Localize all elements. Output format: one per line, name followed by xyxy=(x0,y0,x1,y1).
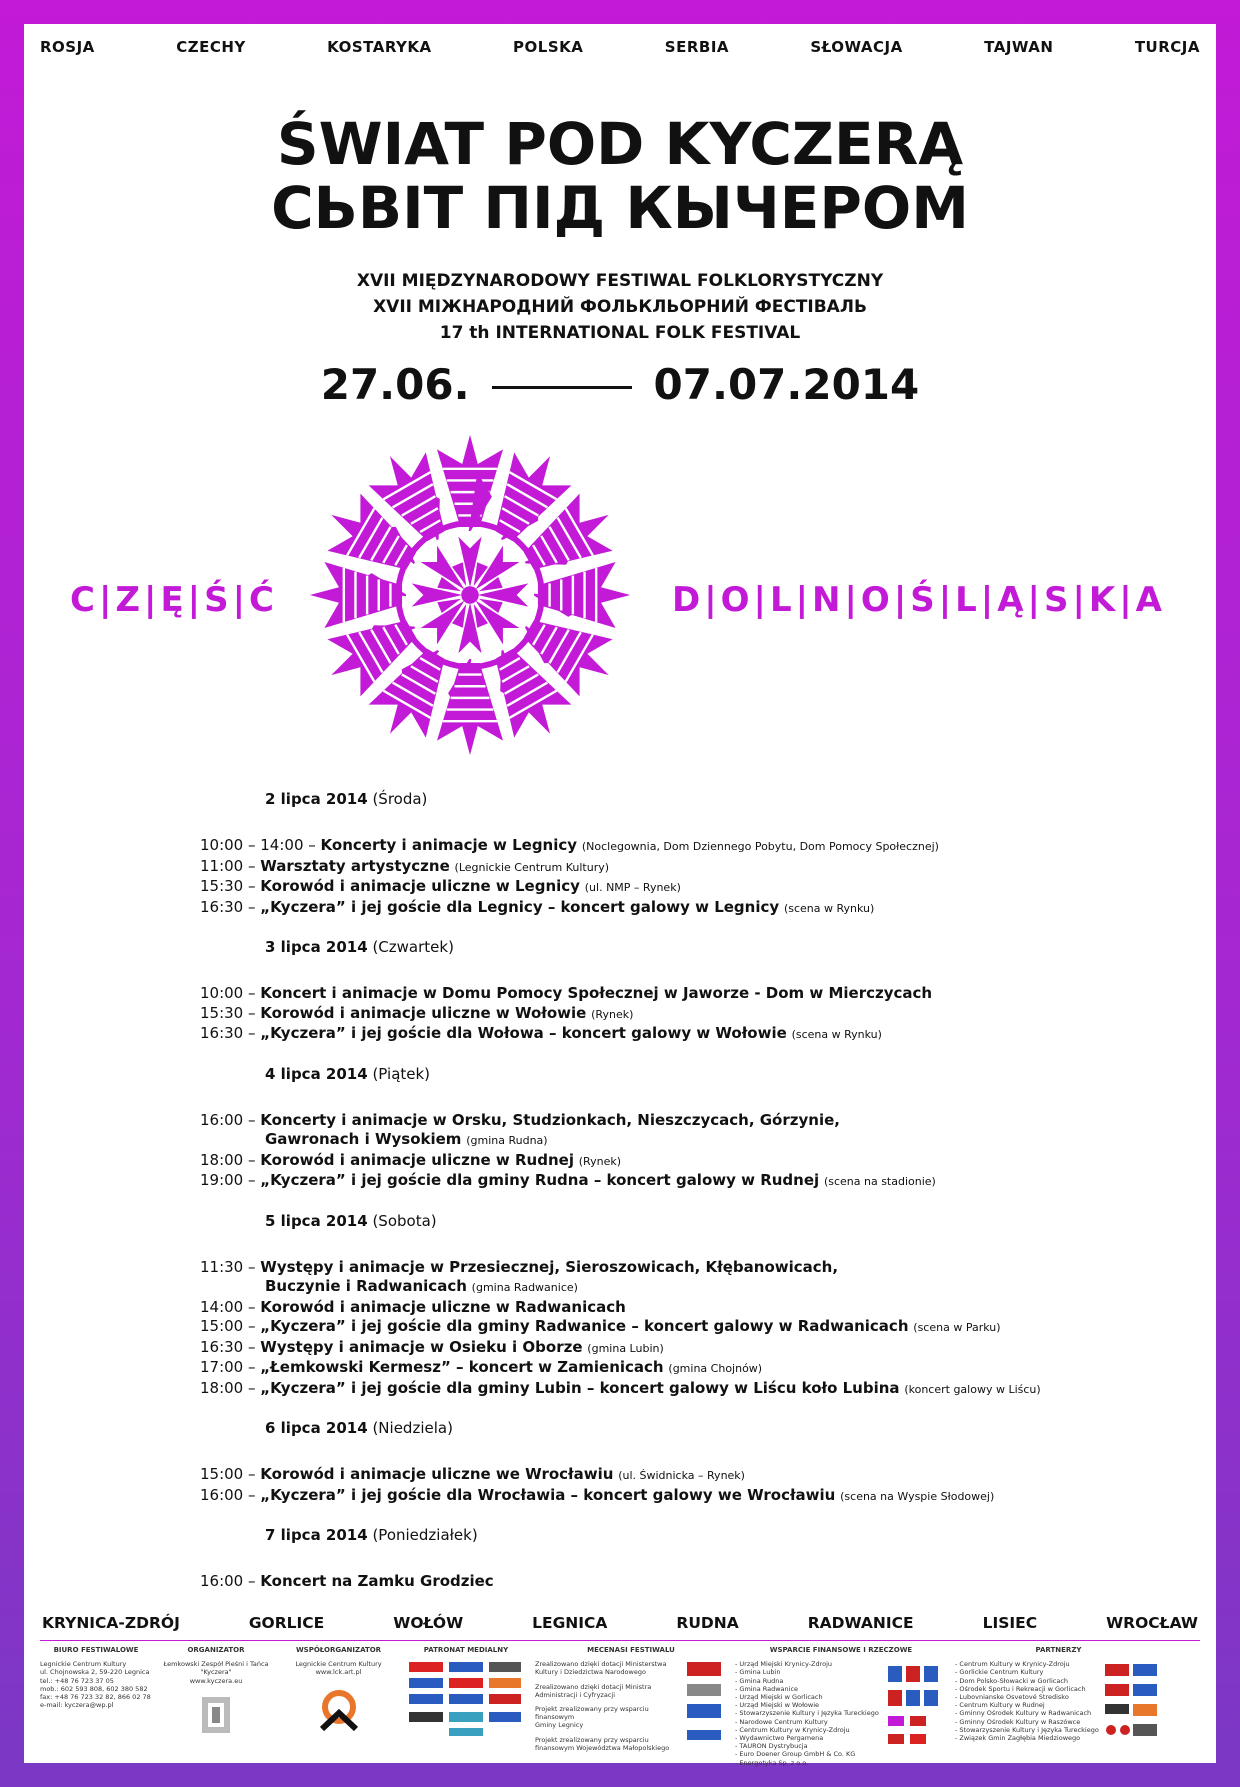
footer-line: - Stowarzyszenie Kultury i Języka Tureckiego xyxy=(735,1709,879,1718)
event-note: (ul. NMP – Rynek) xyxy=(584,881,681,894)
country: SERBIA xyxy=(664,38,730,56)
day-weekday: (Poniedziałek) xyxy=(372,1526,478,1544)
event-note: (Rynek) xyxy=(578,1154,621,1168)
event-title: Występy i animacje w Przesiecznej, Sieroszowicach, Kłębanowicach, xyxy=(260,1257,839,1276)
day-gap xyxy=(200,1399,1200,1419)
day-date: 4 lipca 2014 xyxy=(265,1064,368,1083)
day-weekday: (Środa) xyxy=(372,790,428,808)
footer-line: - Urząd Miejski w Wołowie xyxy=(735,1701,820,1710)
day-heading xyxy=(265,1212,1200,1258)
footer-line: - Energetyka Sp. z o.o. xyxy=(735,1758,809,1767)
date-dash xyxy=(492,386,632,389)
sponsor-logos-icon xyxy=(683,1660,727,1750)
day-date: 3 lipca 2014 xyxy=(265,938,368,956)
day-weekday: (Czwartek) xyxy=(372,938,454,956)
footer-line: Zrealizowano dzięki dotacji Ministra xyxy=(535,1682,652,1691)
footer-wspolorganizator xyxy=(276,1646,401,1756)
event-time: 16:30 – xyxy=(200,1024,256,1042)
footer-line: - Centrum Kultury w Krynicy-Zdroju xyxy=(955,1660,1070,1669)
event-title: „Kyczera” i jej goście dla gminy Rudna – koncert galowy w Rudnej xyxy=(260,1171,820,1189)
footer-line: Administracji i Cyfryzacji xyxy=(535,1690,616,1699)
footer-line: www.lck.art.pl xyxy=(315,1668,362,1677)
footer-line: e-mail: kyczera@wp.pl xyxy=(40,1701,114,1710)
country-list xyxy=(40,38,1200,56)
schedule-event xyxy=(200,1358,1200,1379)
schedule-event xyxy=(200,898,1200,919)
town: LEGNICA xyxy=(532,1614,608,1632)
event-title: Korowód i animacje uliczne w Legnicy xyxy=(260,877,580,895)
footer-line: www.kyczera.eu xyxy=(189,1676,243,1685)
footer-line: - Gmina Radwanice xyxy=(735,1684,799,1693)
schedule-day xyxy=(200,1212,1200,1400)
footer-heading: PATRONAT MEDIALNY xyxy=(423,1646,509,1654)
day-weekday: (Sobota) xyxy=(372,1211,437,1230)
footer-partnerzy xyxy=(951,1646,1166,1756)
footer-line: "Kyczera" xyxy=(200,1668,232,1677)
day-date: 6 lipca 2014 xyxy=(265,1419,368,1437)
schedule-event-continued xyxy=(200,1277,1200,1298)
event-note: (scena na Wyspie Słodowej) xyxy=(840,1489,995,1503)
event-title: Warsztaty artystyczne xyxy=(260,856,450,875)
schedule-event xyxy=(200,1024,1200,1045)
day-weekday: (Piątek) xyxy=(372,1064,431,1083)
event-time: 10:00 – xyxy=(200,984,256,1002)
schedule-event xyxy=(200,1379,1200,1400)
footer-heading: WSPARCIE FINANSOWE I RZECZOWE xyxy=(769,1646,913,1654)
schedule-event xyxy=(200,1258,1200,1278)
town: WROCŁAW xyxy=(1106,1614,1198,1632)
event-time: 10:00 – 14:00 – xyxy=(200,836,316,854)
event-note: (Legnickie Centrum Kultury) xyxy=(454,860,610,874)
event-note: (gmina Radwanice) xyxy=(471,1281,578,1294)
schedule-event xyxy=(200,1151,1200,1172)
footer-line: - Ośrodek Sportu i Rekreacji w Gorlicach xyxy=(955,1684,1086,1693)
event-time: 15:30 – xyxy=(200,877,256,895)
footer-wsparcie xyxy=(731,1646,951,1767)
event-title: Koncerty i animacje w Orsku, Studzionkach, Nieszczycach, Górzynie, xyxy=(260,1110,840,1129)
day-date: 5 lipca 2014 xyxy=(265,1211,368,1230)
day-gap xyxy=(200,918,1200,938)
footer-line: - Gminny Ośrodek Kultury w Radwanicach xyxy=(955,1709,1092,1718)
media-patron-logos-icon xyxy=(405,1660,525,1740)
schedule-day xyxy=(200,938,1200,1045)
schedule-event xyxy=(200,877,1200,898)
footer-line: - Urząd Miejski Krynicy-Zdroju xyxy=(735,1660,833,1669)
event-note: (gmina Chojnów) xyxy=(668,1362,763,1375)
town: RUDNA xyxy=(676,1614,739,1632)
subtitle-ukrainian: XVII МІЖНАРОДНИЙ ФОЛЬКЛЬОРНИЙ ФЕСТІВАЛЬ xyxy=(373,297,867,317)
day-heading xyxy=(265,790,1200,836)
event-note: (Noclegownia, Dom Dziennego Pobytu, Dom Pomocy Społecznej) xyxy=(581,840,939,853)
footer-line: - TAURON Dystrybucja xyxy=(735,1742,808,1751)
footer-line: Projekt zrealizowany przy wsparciu xyxy=(535,1735,649,1744)
event-title: „Kyczera” i jej goście dla gminy Lubin – koncert galowy w Liścu koło Lubina xyxy=(260,1378,900,1397)
event-note: (scena w Rynku) xyxy=(791,1028,882,1041)
schedule-event xyxy=(200,1298,1200,1318)
country: CZECHY xyxy=(176,38,246,56)
event-time: 16:30 – xyxy=(200,897,256,916)
footer-heading: ORGANIZATOR xyxy=(187,1646,245,1654)
event-note: (scena w Parku) xyxy=(913,1321,1001,1334)
event-time: 16:30 – xyxy=(200,1337,256,1356)
schedule-event xyxy=(200,1486,1200,1507)
event-time: 16:00 – xyxy=(200,1572,256,1590)
part-label-right: D|O|L|N|O|Ś|L|Ą|S|K|A xyxy=(672,580,1166,620)
schedule-event xyxy=(200,1465,1200,1486)
lck-logo-icon xyxy=(314,1685,364,1735)
event-title: Występy i animacje w Osieku i Oborze xyxy=(260,1337,583,1356)
event-note: (scena na stadionie) xyxy=(823,1175,936,1188)
footer-heading: PARTNERZY xyxy=(1035,1646,1082,1654)
date-end: 07.07.2014 xyxy=(653,360,920,409)
footer-line: - Centrum Kultury w Krynicy-Zdroju xyxy=(735,1725,850,1734)
event-time: 19:00 – xyxy=(200,1171,256,1189)
town: WOŁÓW xyxy=(393,1614,464,1632)
event-time: 11:00 – xyxy=(200,856,256,875)
event-title: Korowód i animacje uliczne we Wrocławiu xyxy=(260,1465,614,1483)
schedule-event xyxy=(200,1572,1200,1592)
schedule-day xyxy=(200,790,1200,918)
event-title: Korowód i animacje uliczne w Radwanicach xyxy=(260,1297,626,1316)
footer-line: - Centrum Kultury w Rudnej xyxy=(955,1701,1045,1710)
town: RADWANICE xyxy=(807,1614,914,1632)
event-title: Koncerty i animacje w Legnicy xyxy=(320,836,578,854)
schedule-event xyxy=(200,1004,1200,1025)
footer-line: - Stowarzyszenie Kultury i Języka Tureckiego xyxy=(955,1725,1099,1734)
schedule-event xyxy=(200,1111,1200,1131)
footer-line: - Euro Doener Group GmbH & Co. KG xyxy=(735,1750,856,1759)
town: LISIEC xyxy=(982,1614,1038,1632)
day-heading xyxy=(265,1419,1200,1465)
country: SŁOWACJA xyxy=(810,38,903,56)
schedule-day xyxy=(200,1065,1200,1192)
footer-line: Gminy Legnicy xyxy=(535,1721,584,1730)
schedule-day xyxy=(200,1526,1200,1592)
footer-line: Łemkowski Zespół Pieśni i Tańca xyxy=(163,1660,269,1669)
event-note: (gmina Lubin) xyxy=(587,1341,664,1355)
footer-line: - Gmina Rudna xyxy=(735,1676,784,1685)
footer-line: ul. Chojnowska 2, 59-220 Legnica xyxy=(40,1668,150,1677)
footer-line: tel.: +48 76 723 37 05 xyxy=(40,1676,114,1685)
event-time: 18:00 – xyxy=(200,1150,256,1169)
event-title: „Kyczera” i jej goście dla Wrocławia – koncert galowy we Wrocławiu xyxy=(260,1485,836,1504)
event-time: 15:00 – xyxy=(200,1465,256,1483)
schedule-event xyxy=(200,836,1200,857)
town: GORLICE xyxy=(248,1614,325,1632)
day-gap xyxy=(200,1192,1200,1212)
date-start: 27.06. xyxy=(320,360,470,409)
footer-line: - Wydawnictwo Pergamena xyxy=(735,1734,824,1743)
day-heading xyxy=(265,938,1200,984)
event-note: (koncert galowy w Liścu) xyxy=(904,1382,1041,1396)
schedule-event xyxy=(200,1171,1200,1192)
subtitle-polish: XVII MIĘDZYNARODOWY FESTIWAL FOLKLORYSTYCZNY xyxy=(356,271,884,291)
footer-biuro xyxy=(36,1646,156,1756)
footer-line: Projekt zrealizowany przy wsparciu finansowym xyxy=(535,1705,649,1722)
footer-line: Legnickie Centrum Kultury xyxy=(40,1660,127,1669)
footer-line: mob.: 602 593 808, 602 380 582 xyxy=(40,1684,148,1693)
event-time: 11:30 – xyxy=(200,1257,256,1276)
title-polish: ŚWIAT POD KYCZERĄ xyxy=(276,110,964,178)
footer-line: Legnickie Centrum Kultury xyxy=(295,1660,382,1669)
footer-heading: MECENASI FESTIWALU xyxy=(587,1646,675,1654)
footer-line: finansowym Województwa Małopolskiego xyxy=(535,1743,670,1752)
day-date: 2 lipca 2014 xyxy=(265,790,368,808)
schedule-event xyxy=(200,984,1200,1004)
event-note: (scena w Rynku) xyxy=(783,901,875,915)
event-note: (gmina Rudna) xyxy=(466,1134,548,1147)
kyczera-logo-icon xyxy=(198,1693,234,1743)
event-cont-wrap xyxy=(200,1130,548,1148)
event-time: 17:00 – xyxy=(200,1358,256,1376)
day-gap xyxy=(200,1045,1200,1065)
footer-heading: BIURO FESTIWALOWE xyxy=(53,1646,139,1654)
footer-line: - Gminny Ośrodek Kultury w Raszówce xyxy=(955,1717,1081,1726)
schedule-event xyxy=(200,1317,1200,1338)
footer-line: - Dom Polsko-Słowacki w Gorlicach xyxy=(955,1676,1069,1685)
footer-line: - Lubovnianske Osvetové Stredisko xyxy=(955,1693,1069,1702)
event-title-cont: Buczynie i Radwanicach xyxy=(265,1277,467,1295)
footer-line: Zrealizowano dzięki dotacji Ministerstwa xyxy=(535,1660,667,1669)
event-time: 14:00 – xyxy=(200,1297,256,1316)
subtitle-english: 17 th INTERNATIONAL FOLK FESTIVAL xyxy=(439,323,801,343)
event-cont-wrap xyxy=(200,1277,578,1295)
footer-line: fax: +48 76 723 32 82, 866 02 78 xyxy=(40,1693,151,1702)
country: ROSJA xyxy=(40,38,95,56)
town-list xyxy=(42,1614,1198,1632)
footer xyxy=(36,1646,1206,1767)
event-title: „Kyczera” i jej goście dla gminy Radwanice – koncert galowy w Radwanicach xyxy=(260,1317,909,1335)
event-time: 15:00 – xyxy=(200,1317,256,1335)
event-title: Korowód i animacje uliczne w Rudnej xyxy=(260,1150,574,1169)
footer-patronat xyxy=(401,1646,531,1756)
schedule-event xyxy=(200,857,1200,878)
day-weekday: (Niedziela) xyxy=(372,1419,453,1437)
schedule-day xyxy=(200,1419,1200,1506)
country: KOSTARYKA xyxy=(327,38,432,56)
event-title: „Kyczera” i jej goście dla Legnicy – koncert galowy w Legnicy xyxy=(260,897,780,916)
event-title: Koncert i animacje w Domu Pomocy Społecznej w Jaworze - Dom w Mierczycach xyxy=(260,984,933,1002)
event-title-cont: Gawronach i Wysokiem xyxy=(265,1130,462,1148)
schedule-event xyxy=(200,1338,1200,1359)
day-date: 7 lipca 2014 xyxy=(265,1526,368,1544)
event-time: 18:00 – xyxy=(200,1378,256,1397)
footer-line: - Związek Gmin Zagłębia Miedziowego xyxy=(955,1734,1081,1743)
part-label-left: C|Z|Ę|Ś|Ć xyxy=(70,580,278,620)
partner-logos-icon xyxy=(1103,1660,1162,1750)
coat-of-arms-logos-icon xyxy=(884,1660,947,1750)
day-heading xyxy=(265,1526,1200,1572)
country: TAJWAN xyxy=(984,38,1054,56)
event-title: Koncert na Zamku Grodziec xyxy=(260,1572,494,1590)
footer-line: - Gorlickie Centrum Kultury xyxy=(955,1668,1044,1677)
footer-line: - Narodowe Centrum Kultury xyxy=(735,1717,828,1726)
schedule-event-continued xyxy=(200,1130,1200,1151)
day-heading xyxy=(265,1065,1200,1111)
event-time: 16:00 – xyxy=(200,1110,256,1129)
folk-cutout-ornament xyxy=(305,430,635,760)
event-title: Korowód i animacje uliczne w Wołowie xyxy=(260,1003,587,1022)
footer-line: - Gmina Lubin xyxy=(735,1668,781,1677)
footer-line: - Urząd Miejski w Gorlicach xyxy=(735,1693,823,1702)
footer-heading: WSPÓŁORGANIZATOR xyxy=(295,1646,382,1654)
event-note: (Rynek) xyxy=(591,1007,634,1021)
event-time: 15:30 – xyxy=(200,1003,256,1022)
footer-organizator xyxy=(156,1646,276,1756)
title-lemko: СЬВІТ ПІД КЫЧЕРОМ xyxy=(271,174,969,242)
country: TURCJA xyxy=(1134,38,1200,56)
footer-mecenasi xyxy=(531,1646,731,1756)
festival-dates xyxy=(0,360,1240,409)
day-gap xyxy=(200,1506,1200,1526)
event-title: „Łemkowski Kermesz” – koncert w Zamienicach xyxy=(260,1358,664,1376)
schedule xyxy=(200,790,1200,1592)
town: KRYNICA-ZDRÓJ xyxy=(42,1614,180,1632)
event-time: 16:00 – xyxy=(200,1485,256,1504)
event-title: „Kyczera” i jej goście dla Wołowa – koncert galowy w Wołowie xyxy=(260,1024,787,1042)
event-note: (ul. Świdnicka – Rynek) xyxy=(618,1469,745,1482)
country: POLSKA xyxy=(513,38,584,56)
footer-divider xyxy=(40,1640,1200,1641)
footer-line: Kultury i Dziedzictwa Narodowego xyxy=(535,1668,646,1677)
